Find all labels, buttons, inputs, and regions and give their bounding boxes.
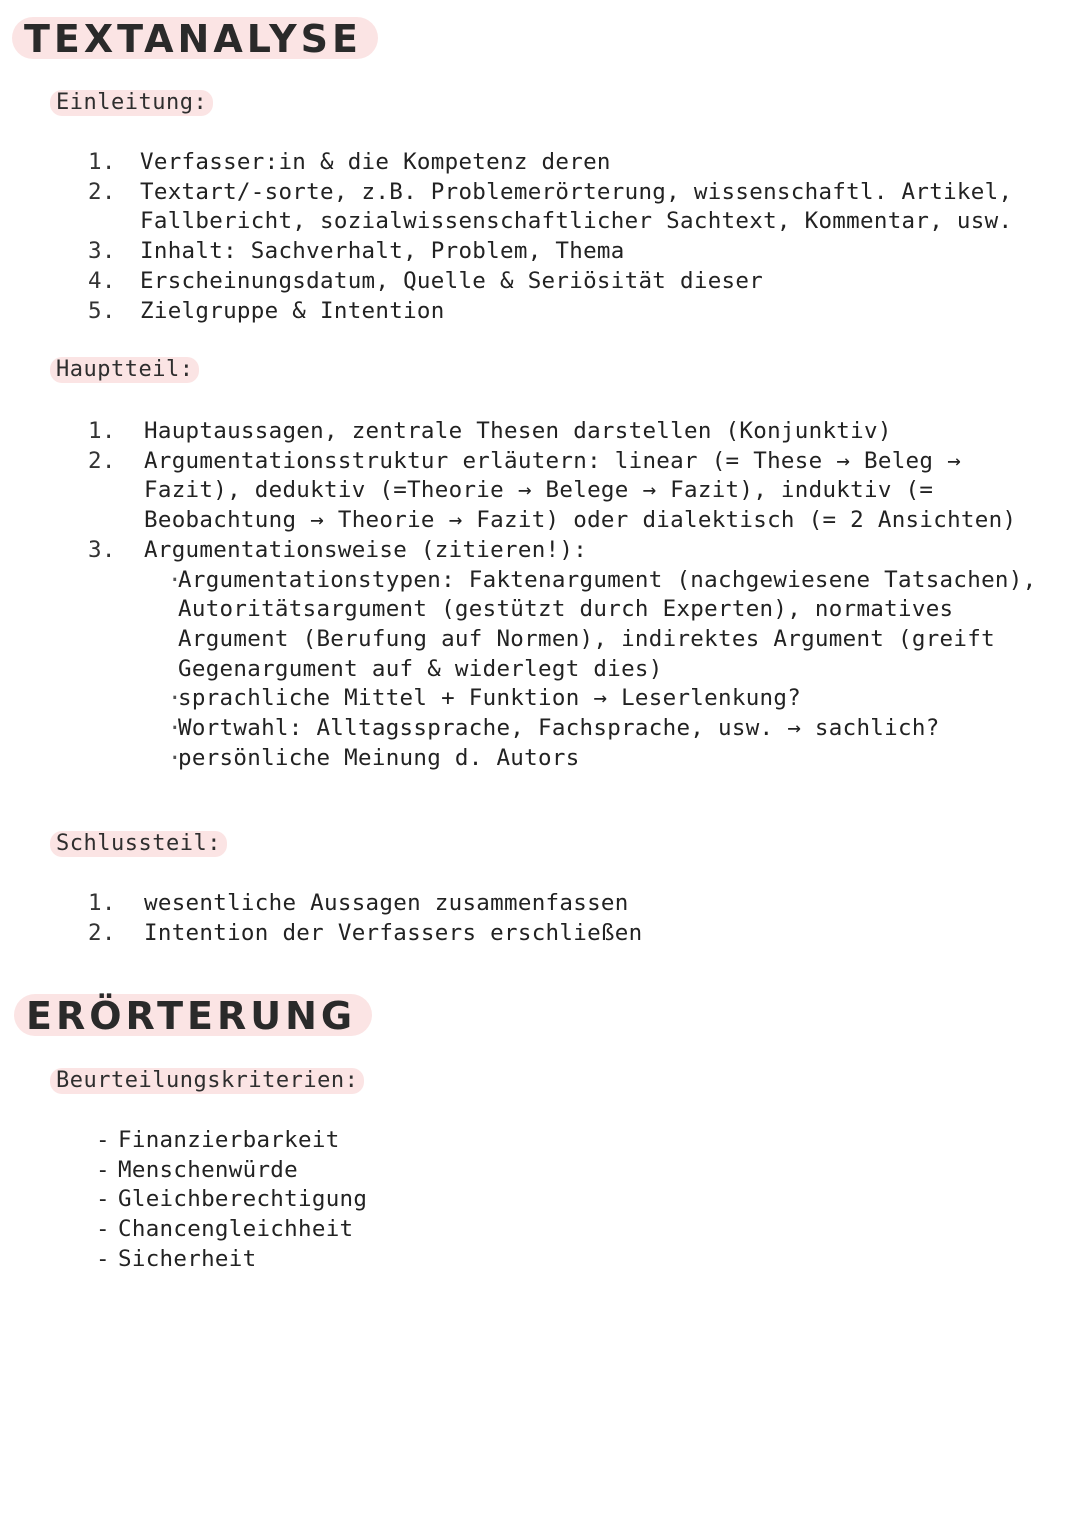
list-number: 2.: [88, 919, 116, 946]
list-text: Menschenwürde: [118, 1156, 298, 1183]
list-item: [96, 1156, 696, 1186]
sublist-item: [168, 714, 1063, 744]
list-text: wesentliche Aussagen zusammenfassen: [144, 890, 629, 916]
sublist-text: Argumentationstypen: Faktenargument (nachgewiesene Tatsachen), Autoritätsargument (gestützt durch Experten), normatives Argument (Berufung auf Normen), indirektes Argument (greift Gegenargument auf & widerlegt dies): [178, 566, 1037, 682]
heading-schlussteil: Schlussteil:: [50, 831, 227, 857]
heading-hauptteil: Hauptteil:: [50, 357, 199, 383]
list-item: [96, 1215, 696, 1245]
title-eroerterung: ERÖRTERUNG: [14, 994, 372, 1036]
list-text: Finanzierbarkeit: [118, 1127, 340, 1153]
list-text: Zielgruppe & Intention: [140, 297, 445, 324]
list-text: Chancengleichheit: [118, 1216, 354, 1243]
list-text: Textart/-sorte, z.B. Problemerörterung, wissenschaftl. Artikel, Fallbericht, sozialwissenschaftlicher Sachtext, Kommentar, usw.: [140, 178, 1013, 235]
argumentationsweise-sublist: [144, 566, 1063, 774]
sublist-text: sprachliche Mittel + Funktion → Leserlenkung?: [178, 685, 802, 712]
list-number: 3.: [88, 536, 116, 563]
list-text: Argumentationsstruktur erläutern: linear (= These → Beleg → Fazit), deduktiv (=Theorie → Belege → Fazit), induktiv (= Beobachtung → Theorie → Fazit) oder dialektisch (= 2 Ansichten): [144, 447, 1017, 534]
sublist-text: Wortwahl: Alltagssprache, Fachsprache, usw. → sachlich?: [178, 715, 940, 742]
list-text: Intention der Verfassers erschließen: [144, 919, 643, 946]
sublist-item: [168, 566, 1063, 685]
heading-einleitung: Einleitung:: [50, 90, 213, 116]
list-text: Gleichberechtigung: [118, 1186, 368, 1213]
list-text: Hauptaussagen, zentrale Thesen darstellen (Konjunktiv): [144, 418, 892, 444]
list-item: [96, 1245, 696, 1275]
bullet-dot-icon: ·: [168, 566, 182, 593]
einleitung-list: [88, 148, 1063, 326]
title-textanalyse: TEXTANALYSE: [12, 17, 378, 59]
list-text: Sicherheit: [118, 1245, 257, 1272]
sublist-item: [168, 744, 1063, 774]
list-number: 1.: [88, 890, 116, 916]
list-item: [88, 536, 1063, 774]
bullet-dot-icon: ·: [168, 715, 182, 742]
bullet-dot-icon: ·: [168, 685, 182, 712]
list-number: 3.: [88, 238, 116, 265]
dash-bullet-icon: -: [96, 1186, 110, 1213]
list-text: Verfasser:in & die Kompetenz deren: [140, 149, 611, 175]
list-number: 1.: [88, 418, 116, 444]
list-item: [88, 919, 1063, 949]
list-number: 5.: [88, 297, 116, 324]
list-item: [88, 178, 1063, 237]
dash-bullet-icon: -: [96, 1127, 110, 1153]
dash-bullet-icon: -: [96, 1245, 110, 1272]
list-number: 1.: [88, 149, 116, 175]
heading-beurteilungskriterien: Beurteilungskriterien:: [50, 1068, 364, 1094]
list-item: [96, 1126, 696, 1156]
sublist-text: persönliche Meinung d. Autors: [178, 744, 580, 771]
list-item: [88, 148, 1063, 178]
dash-bullet-icon: -: [96, 1216, 110, 1243]
list-item: [96, 1185, 696, 1215]
list-item: [88, 237, 1063, 267]
dash-bullet-icon: -: [96, 1156, 110, 1183]
list-text: Inhalt: Sachverhalt, Problem, Thema: [140, 238, 625, 265]
kriterien-list: [96, 1126, 696, 1275]
list-item: [88, 297, 1063, 327]
bullet-dot-icon: ·: [168, 744, 182, 771]
list-item: [88, 417, 1063, 447]
list-number: 2.: [88, 178, 116, 205]
list-item: [88, 267, 1063, 297]
list-number: 2.: [88, 447, 116, 474]
schlussteil-list: [88, 889, 1063, 948]
list-number: 4.: [88, 267, 116, 294]
sublist-item: [168, 684, 1063, 714]
hauptteil-list: [88, 417, 1063, 773]
list-item: [88, 447, 1063, 536]
list-text: Erscheinungsdatum, Quelle & Seriösität dieser: [140, 267, 764, 294]
list-item: [88, 889, 1063, 919]
list-text: Argumentationsweise (zitieren!):: [144, 536, 588, 563]
